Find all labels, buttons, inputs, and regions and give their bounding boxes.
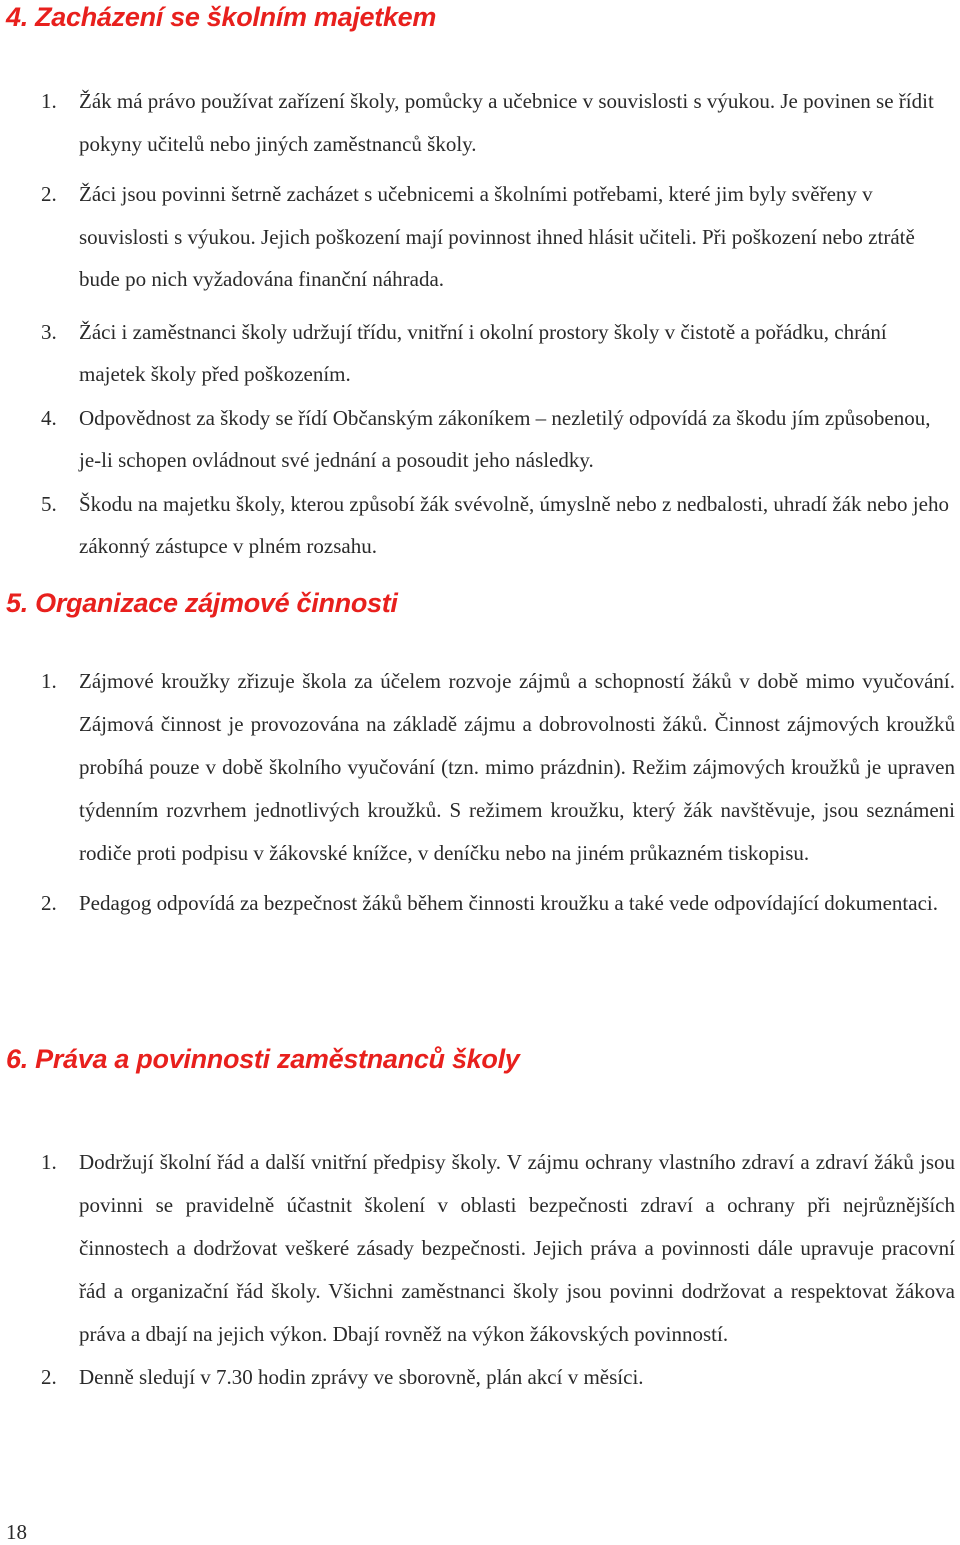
list-item [0,1141,960,1356]
list-item-text: Pedagog odpovídá za bezpečnost žáků během činnosti kroužku a také vede odpovídající dokumentaci. [79,891,938,915]
list-item-number: 1. [41,89,57,113]
section-6-list [0,1141,960,1399]
list-item-number: 3. [41,319,57,344]
section-5-list [0,660,960,925]
list-item-text: Žák má právo používat zařízení školy, pomůcky a učebnice v souvislosti s výukou. Je povinen se řídit pokyny učitelů nebo jiných zaměstnanců školy. [79,89,934,156]
list-item-number: 2. [41,1365,57,1389]
list-item-number: 4. [41,405,57,430]
list-item-number: 2. [41,891,57,915]
list-item [0,660,960,875]
section-heading-5: 5. Organizace zájmové činnosti [6,588,398,618]
list-item-number: 5. [41,491,57,516]
list-item [0,1356,960,1399]
section-heading-6: 6. Práva a povinnosti zaměstnanců školy [6,1044,520,1074]
list-item [0,882,960,925]
list-item [0,311,960,396]
list-item-number: 1. [41,1150,57,1174]
list-item-text: Zájmové kroužky zřizuje škola za účelem rozvoje zájmů a schopností žáků v době mimo vyučování. Zájmová činnost je provozována na základě zájmu a dobrovolnosti žáků. Činnost zájmových kroužků probíhá pouze v době školního vyučování (tzn. mimo prázdnin). Režim zájmových kroužků je upraven týdenním rozvrhem jednotlivých kroužků. S režimem kroužku, který žák navštěvuje, jsou seznámeni rodiče proti podpisu v žákovské knížce, v deníčku nebo na jiném průkazném tiskopisu. [79,669,955,865]
list-item-text: Žáci i zaměstnanci školy udržují třídu, vnitřní i okolní prostory školy v čistotě a pořádku, chrání majetek školy před poškozením. [79,319,887,386]
list-item-text: Denně sledují v 7.30 hodin zprávy ve sborovně, plán akcí v měsíci. [79,1365,644,1389]
list-item-number: 2. [41,182,57,206]
list-item [0,173,960,301]
list-item [0,483,960,568]
list-item-text: Škodu na majetku školy, kterou způsobí žák svévolně, úmyslně nebo z nedbalosti, uhradí žák nebo jeho zákonný zástupce v plném rozsahu. [79,491,949,558]
page-number: 18 [6,1520,27,1544]
list-item-text: Odpovědnost za škody se řídí Občanským zákoníkem – nezletilý odpovídá za škodu jím způsobenou, je-li schopen ovládnout své jednání a posoudit jeho následky. [79,405,931,472]
list-item-text: Žáci jsou povinni šetrně zacházet s učebnicemi a školními potřebami, které jim byly svěřeny v souvislosti s výukou. Jejich poškození mají povinnost ihned hlásit učiteli. Při poškození nebo ztrátě bude po nich vyžadována finanční náhrada. [79,182,915,291]
section-heading-4: 4. Zacházení se školním majetkem [6,2,437,32]
section-4-list [0,80,960,568]
list-item [0,80,960,165]
list-item-text: Dodržují školní řád a další vnitřní předpisy školy. V zájmu ochrany vlastního zdraví a zdraví žáků jsou povinni se pravidelně účastnit školení v oblasti bezpečnosti zdraví a ochrany při nejrůznějších činnostech a dodržovat veškeré zásady bezpečnosti. Jejich práva a povinnosti dále upravuje pracovní řád a organizační řád školy. Všichni zaměstnanci školy jsou povinni dodržovat a respektovat žákova práva a dbají na jejich výkon. Dbají rovněž na výkon žákovských povinností. [79,1150,955,1346]
list-item [0,397,960,482]
list-item-number: 1. [41,669,57,693]
